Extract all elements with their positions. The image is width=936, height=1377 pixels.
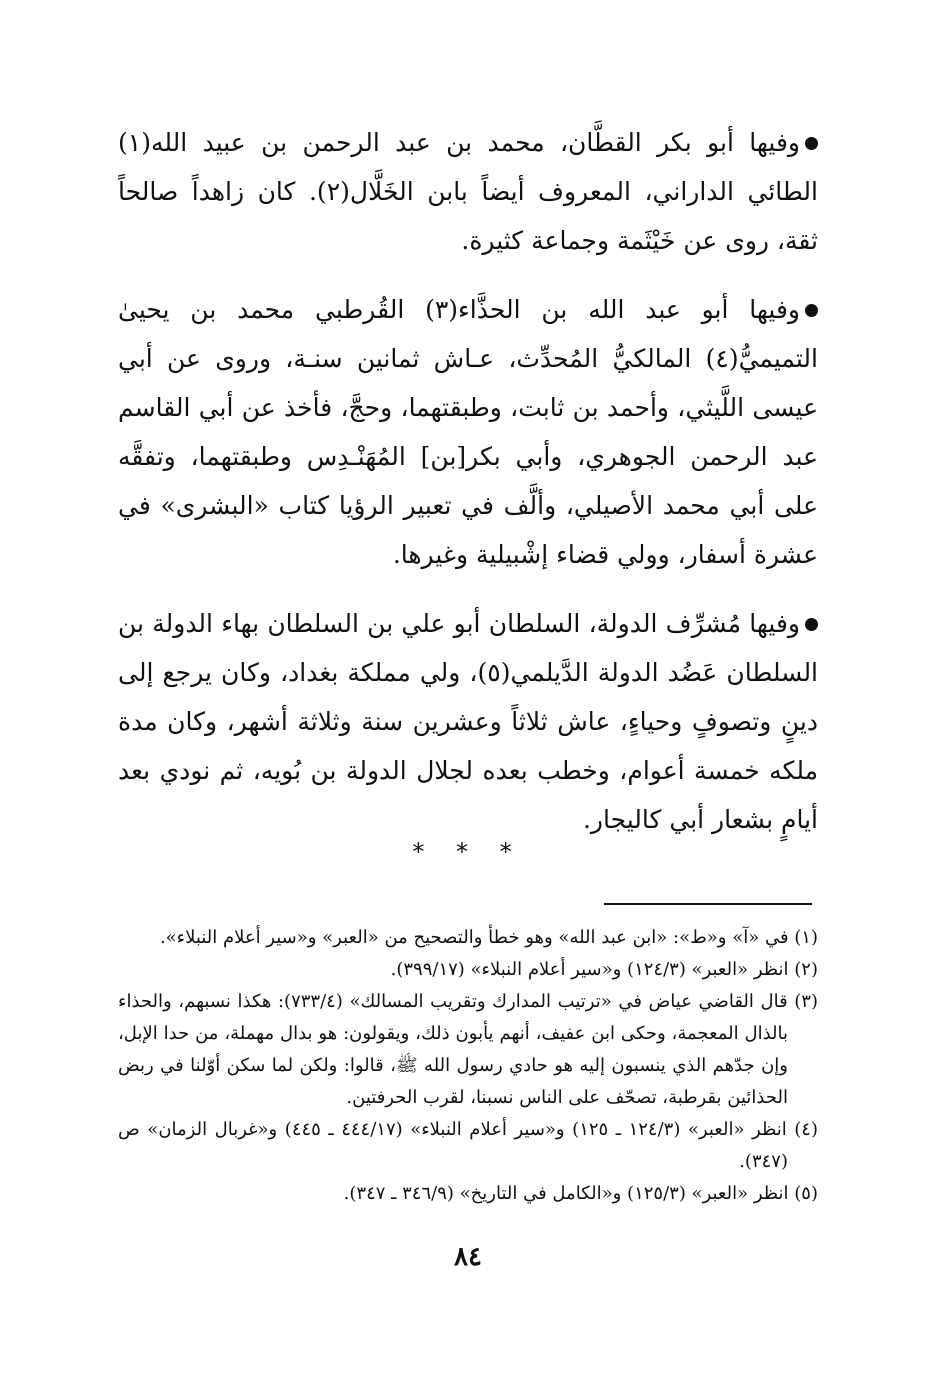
footnote: (٣) قال القاضي عياض في «ترتيب المدارك وتقريب المسالك» (٧٣٣/٤): هكذا نسبهم، والحذاء بالذال المعجمة، وحكى ابن عفيف، أنهم يأبون ذلك، ويقولون: هو بدال مهملة، من حدا الإبل، وإن جدّهم الذي ينسبون إليه هو حادي رسول الله ﷺ، قالوا: ولكن لما سكن أوّلنا في ربض الحذائين بقرطبة، تصحّف على الناس نسبنا، لقرب الحرفتين. — [118, 991, 818, 1108]
entry-paragraph — [118, 118, 818, 265]
entry-text: وفيها مُشرِّف الدولة، السلطان أبو علي بن السلطان بهاء الدولة بن السلطان عَضُد الدولة الدَّيلمي(٥)، ولي مملكة بغداد، وكان يرجع إلى دينٍ وتصوفٍ وحياءٍ، عاش ثلاثاً وعشرين سنة وثلاثة أشهر، وكان مدة ملكه خمسة أعوام، وخطب بعده لجلال الدولة بن بُويه، ثم نودي بعد أيامٍ بشعار أبي كاليجار. — [118, 609, 819, 834]
footnote: (٥) انظر «العبر» (١٢٥/٣) و«الكامل في التاريخ» (٣٤٦/٩ ـ ٣٤٧). — [343, 1183, 818, 1204]
entry-text: وفيها أبو عبد الله بن الحذَّاء(٣) القُرطبي محمد بن يحيىٰ التميميُّ(٤) المالكيُّ المُحدِّث، عـاش ثمانين سنـة، وروى عن أبي عيسى اللَّيثي، وأحمد بن ثابت، وطبقتهما، وحجَّ، فأخذ عن أبي القاسم عبد الرحمن الجوهري، وأبي بكر[بن] المُهَنْـدِس وطبقتهما، وتفقَّه على أبي محمد الأصيلي، وألَّف في تعبير الرؤيا كتاب «البشرى» في عشرة أسفار، وولي قضاء إشْبيلية وغيرها. — [118, 295, 818, 569]
entry-paragraph — [118, 285, 818, 579]
bullet-icon — [805, 304, 818, 317]
footnote: (٤) انظر «العبر» (١٢٤/٣ ـ ١٢٥) و«سير أعلام النبلاء» (٤٤٤/١٧ ـ ٤٤٥) و«غربال الزمان» ص (٣٤٧). — [118, 1119, 818, 1172]
footnote: (١) في «آ» و«ط»: «ابن عبد الله» وهو خطأ والتصحيح من «العبر» و«سير أعلام النبلاء». — [159, 927, 818, 948]
footnote: (٢) انظر «العبر» (١٢٤/٣) و«سير أعلام النبلاء» (٣٩٩/١٧). — [390, 959, 818, 980]
main-text — [118, 118, 818, 864]
bullet-icon — [805, 618, 818, 631]
entry-text: وفيها أبو بكر القطَّان، محمد بن عبد الرحمن بن عبيد الله(١) الطائي الداراني، المعروف أيضاً بابن الخَلَّال(٢). كان زاهداً صالحاً ثقة، روى عن خَيْثَمة وجماعة كثيرة. — [118, 128, 818, 255]
section-separator: * * * — [412, 838, 524, 866]
bullet-icon — [805, 137, 818, 150]
footnote-divider — [604, 903, 812, 905]
footnotes — [118, 922, 818, 1210]
page-number: ٨٤ — [454, 1242, 482, 1272]
entry-paragraph — [118, 599, 818, 844]
